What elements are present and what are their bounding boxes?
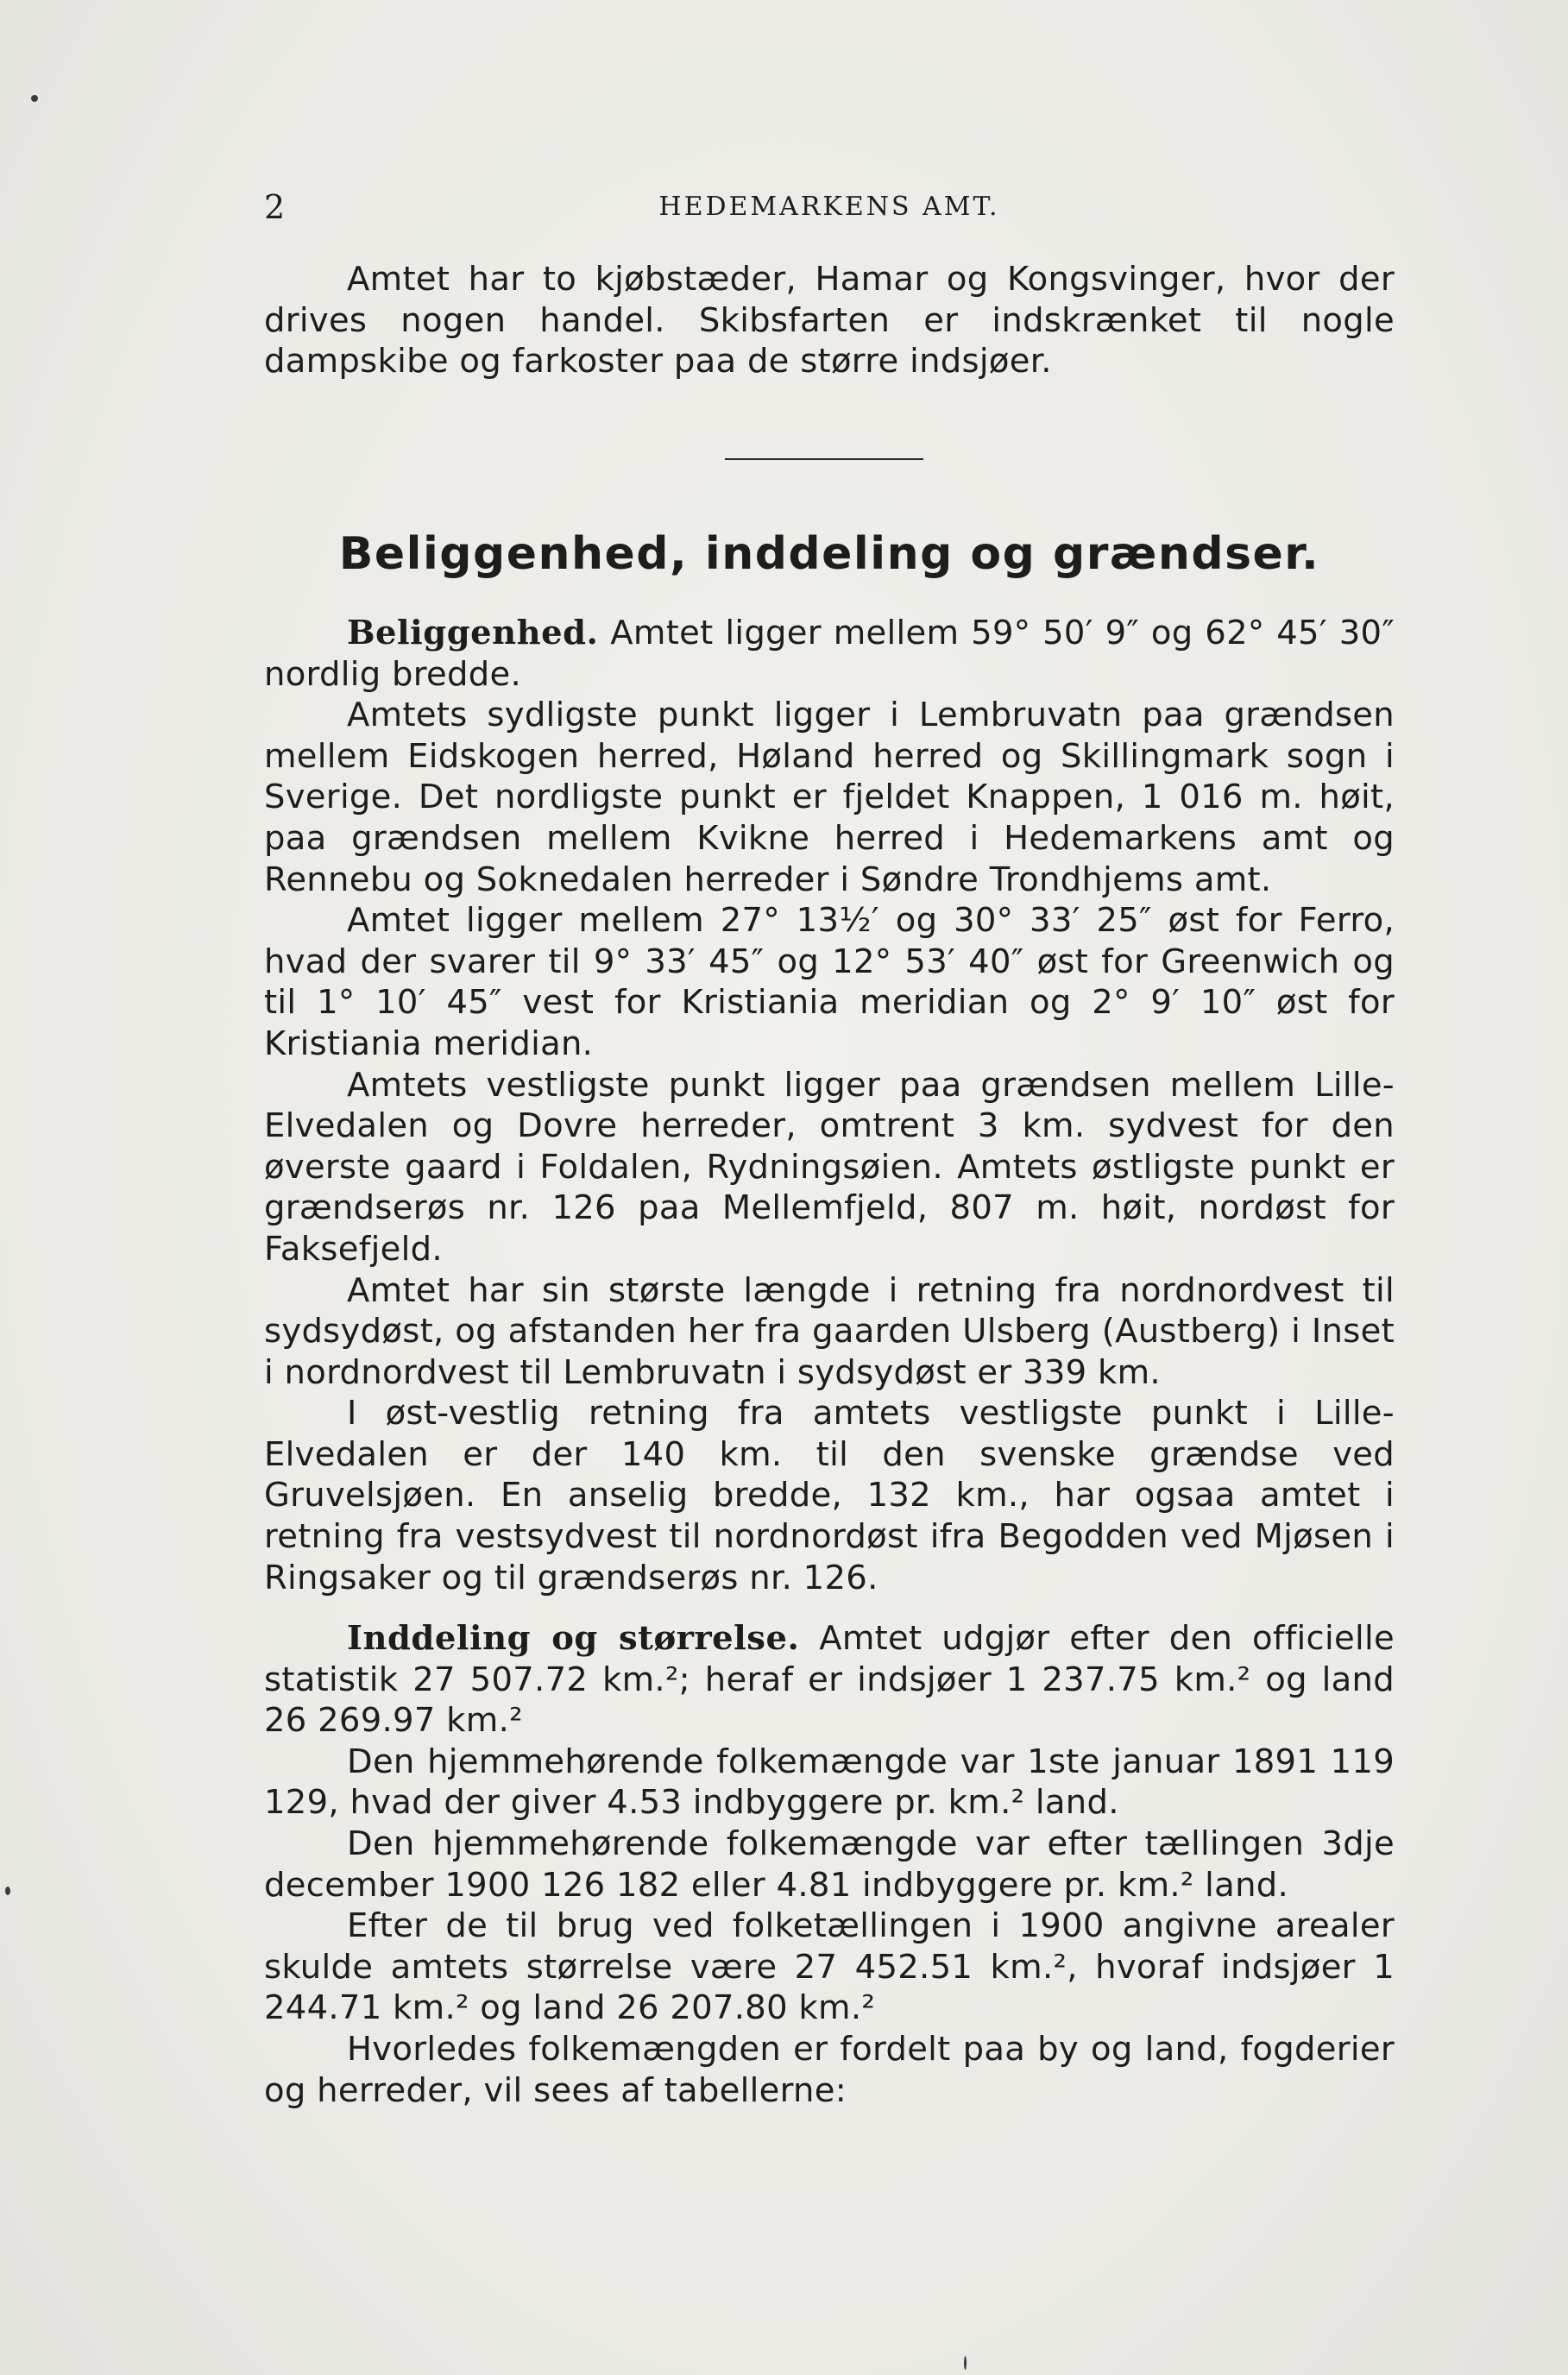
inddeling-text-1: Amtet udgjør efter den officielle statistik 27 507.72 km.²; heraf er indsjøer 1 237.75 km.² og land 26 269.97 km.² — [264, 1619, 1395, 1741]
inddeling-section — [264, 1618, 1395, 2111]
running-head: HEDEMARKENS AMT. — [658, 192, 1000, 222]
beliggenhed-paragraph-3: Amtet ligger mellem 27° 13½′ og 30° 33′ 25″ øst for Ferro, hvad der svarer til 9° 33′ 45″ og 12° 53′ 40″ øst for Greenwich og til 1° 10′ 45″ vest for Kristiania meridian og 2° 9′ 10″ øst for Kristiania meridian. — [264, 901, 1395, 1063]
beliggenhed-paragraph-4: Amtets vestligste punkt ligger paa grændsen mellem Lille-Elvedalen og Dovre herreder, omtrent 3 km. sydvest for den øverste gaard i Foldalen, Rydningsøien. Amtets østligste punkt er grændserøs nr. 126 paa Mellemfjeld, 807 m. høit, nordøst for Faksefjeld. — [264, 1065, 1395, 1269]
inddeling-paragraph-4: Efter de til brug ved folketællingen i 1900 angivne arealer skulde amtets størrelse være 27 452.51 km.², hvoraf indsjøer 1 244.71 km.² og land 26 207.80 km.² — [264, 1906, 1395, 2028]
intro-paragraph: Amtet har to kjøbstæder, Hamar og Kongsvinger, hvor der drives nogen handel. Skibsfarten er indskrænket til nogle dampskibe og farkoster paa de større indsjøer. — [264, 260, 1395, 381]
beliggenhed-section — [264, 613, 1395, 1598]
beliggenhed-paragraph-6: I øst-vestlig retning fra amtets vestligste punkt i Lille-Elvedalen er der 140 km. til den svenske grændse ved Gruvelsjøen. En anselig bredde, 132 km., har ogsaa amtet i retning fra vestsydvest til nordnordøst ifra Begodden ved Mjøsen i Ringsaker og til grændserøs nr. 126. — [264, 1394, 1395, 1597]
inddeling-paragraph-3: Den hjemmehørende folkemængde var efter tællingen 3dje december 1900 126 182 eller 4.81 indbyggere pr. km.² land. — [264, 1824, 1395, 1905]
section-divider — [725, 458, 923, 460]
inddeling-paragraph-1 — [264, 1618, 1395, 1742]
inddeling-paragraph-5: Hvorledes folkemængden er fordelt paa by og land, fogderier og herreder, vil sees af tabellerne: — [264, 2029, 1395, 2110]
section-heading: Beliggenhed, inddeling og grændser. — [338, 528, 1320, 580]
beliggenhed-paragraph-5: Amtet har sin største længde i retning fra nordnordvest til sydsydøst, og afstanden her fra gaarden Ulsberg (Austberg) i Inset i nordnordvest til Lembruvatn i sydsydøst er 339 km. — [264, 1270, 1395, 1392]
page-header — [264, 183, 1395, 235]
scan-speck — [964, 2356, 967, 2370]
intro-text — [264, 259, 1395, 382]
inddeling-run-head: Inddeling og størrelse. — [347, 1619, 800, 1658]
scan-speck — [31, 95, 38, 102]
beliggenhed-paragraph-1 — [264, 613, 1395, 695]
beliggenhed-paragraph-2: Amtets sydligste punkt ligger i Lembruvatn paa grændsen mellem Eidskogen herred, Høland herred og Skillingmark sogn i Sverige. Det nordligste punkt er fjeldet Knappen, 1 016 m. høit, paa grændsen mellem Kvikne herred i Hedemarkens amt og Rennebu og Soknedalen herreder i Søndre Trondhjems amt. — [264, 696, 1395, 899]
inddeling-paragraph-2: Den hjemmehørende folkemængde var 1ste januar 1891 119 129, hvad der giver 4.53 indbyggere pr. km.² land. — [264, 1742, 1395, 1823]
beliggenhed-text-1: Amtet ligger mellem 59° 50′ 9″ og 62° 45′ 30″ nordlig bredde. — [264, 614, 1395, 694]
beliggenhed-run-head: Beliggenhed. — [347, 614, 599, 652]
page-number: 2 — [264, 188, 287, 226]
scan-speck — [5, 1887, 10, 1895]
